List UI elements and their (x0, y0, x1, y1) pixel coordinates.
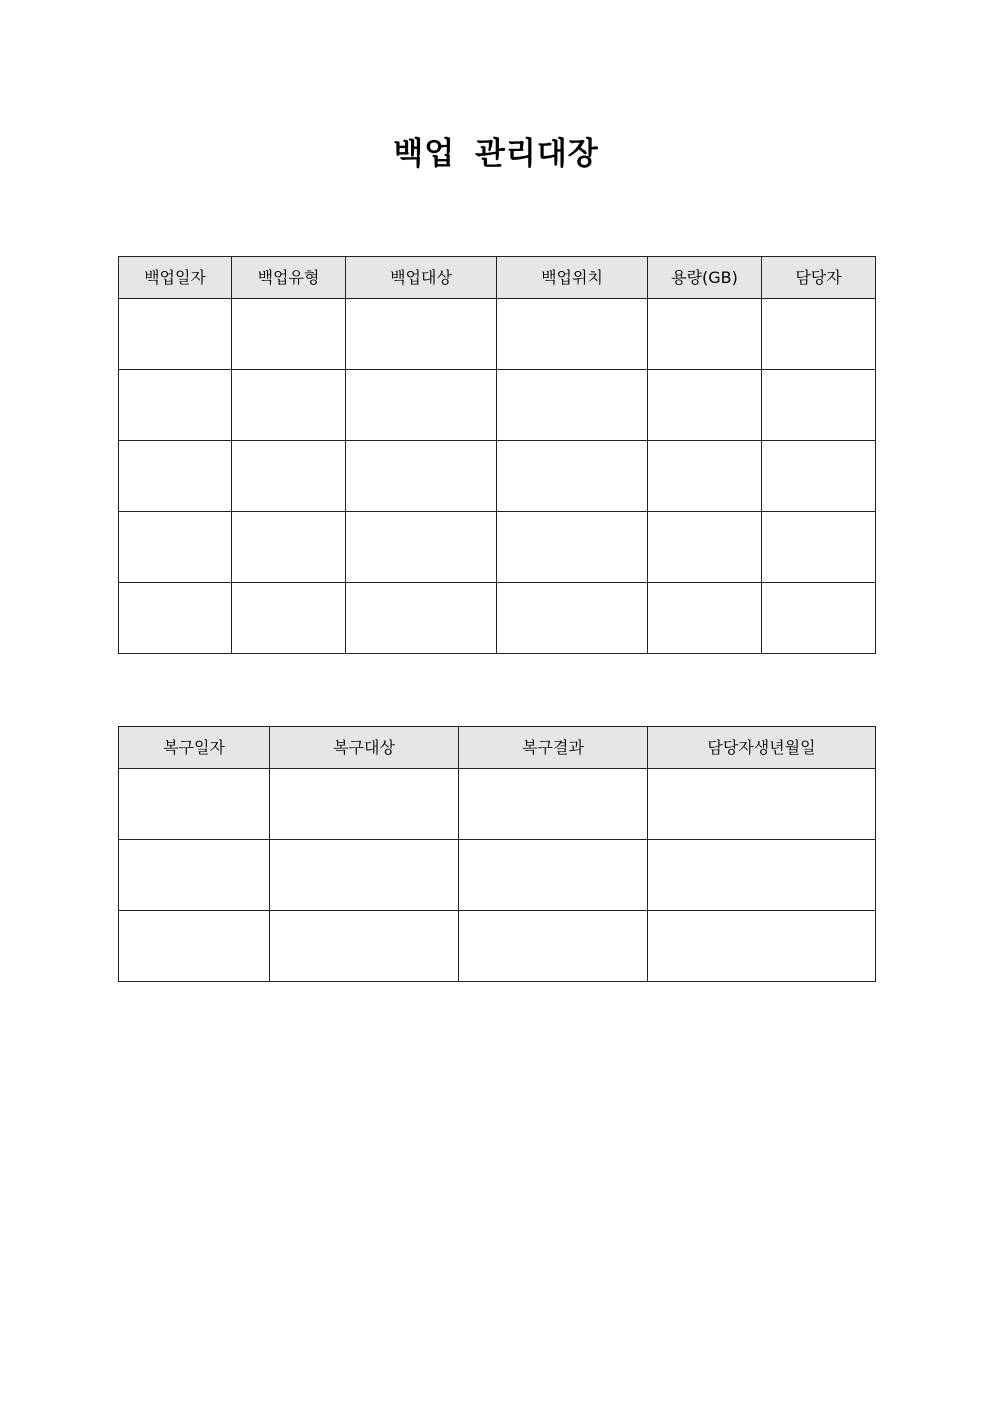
table-cell[interactable] (762, 370, 876, 441)
restore-log-table (118, 726, 876, 982)
table-cell[interactable] (762, 512, 876, 583)
table-cell[interactable] (762, 583, 876, 654)
table-cell[interactable] (346, 441, 497, 512)
table-cell[interactable] (648, 512, 762, 583)
table-cell[interactable] (270, 840, 459, 911)
table-cell[interactable] (497, 441, 648, 512)
table-row (119, 299, 876, 370)
table-cell[interactable] (648, 583, 762, 654)
table-cell[interactable] (459, 911, 648, 982)
table-cell[interactable] (648, 299, 762, 370)
table-cell[interactable] (648, 769, 876, 840)
column-header-restore-result: 복구결과 (459, 727, 648, 769)
backup-log-table (118, 256, 876, 654)
table-cell[interactable] (119, 370, 232, 441)
table-cell[interactable] (119, 299, 232, 370)
table-cell[interactable] (119, 583, 232, 654)
column-header-backup-location: 백업위치 (497, 257, 648, 299)
table-cell[interactable] (648, 370, 762, 441)
table-row (119, 583, 876, 654)
table-cell[interactable] (232, 441, 346, 512)
table-cell[interactable] (119, 840, 270, 911)
column-header-restore-date: 복구일자 (119, 727, 270, 769)
table-cell[interactable] (648, 441, 762, 512)
table-cell[interactable] (119, 441, 232, 512)
table-row (119, 911, 876, 982)
table-cell[interactable] (119, 512, 232, 583)
table-cell[interactable] (497, 370, 648, 441)
column-header-restore-target: 복구대상 (270, 727, 459, 769)
table-cell[interactable] (762, 441, 876, 512)
table-cell[interactable] (232, 512, 346, 583)
table-cell[interactable] (270, 769, 459, 840)
table-cell[interactable] (497, 583, 648, 654)
table-row (119, 441, 876, 512)
table-cell[interactable] (648, 911, 876, 982)
column-header-backup-date: 백업일자 (119, 257, 232, 299)
table-cell[interactable] (459, 769, 648, 840)
column-header-manager: 담당자 (762, 257, 876, 299)
column-header-backup-type: 백업유형 (232, 257, 346, 299)
table-cell[interactable] (270, 911, 459, 982)
table-header-row (119, 727, 876, 769)
table-cell[interactable] (497, 299, 648, 370)
column-header-capacity-gb: 용량(GB) (648, 257, 762, 299)
table-header-row (119, 257, 876, 299)
column-header-manager-birthdate: 담당자생년월일 (648, 727, 876, 769)
table-cell[interactable] (346, 583, 497, 654)
column-header-backup-target: 백업대상 (346, 257, 497, 299)
table-cell[interactable] (232, 370, 346, 441)
table-cell[interactable] (497, 512, 648, 583)
page-title: 백업 관리대장 (393, 136, 599, 172)
table-cell[interactable] (232, 583, 346, 654)
table-cell[interactable] (346, 512, 497, 583)
table-cell[interactable] (648, 840, 876, 911)
table-row (119, 840, 876, 911)
table-row (119, 370, 876, 441)
table-cell[interactable] (119, 769, 270, 840)
table-cell[interactable] (232, 299, 346, 370)
table-cell[interactable] (346, 370, 497, 441)
table-cell[interactable] (346, 299, 497, 370)
table-row (119, 769, 876, 840)
table-row (119, 512, 876, 583)
table-cell[interactable] (119, 911, 270, 982)
table-cell[interactable] (459, 840, 648, 911)
table-cell[interactable] (762, 299, 876, 370)
